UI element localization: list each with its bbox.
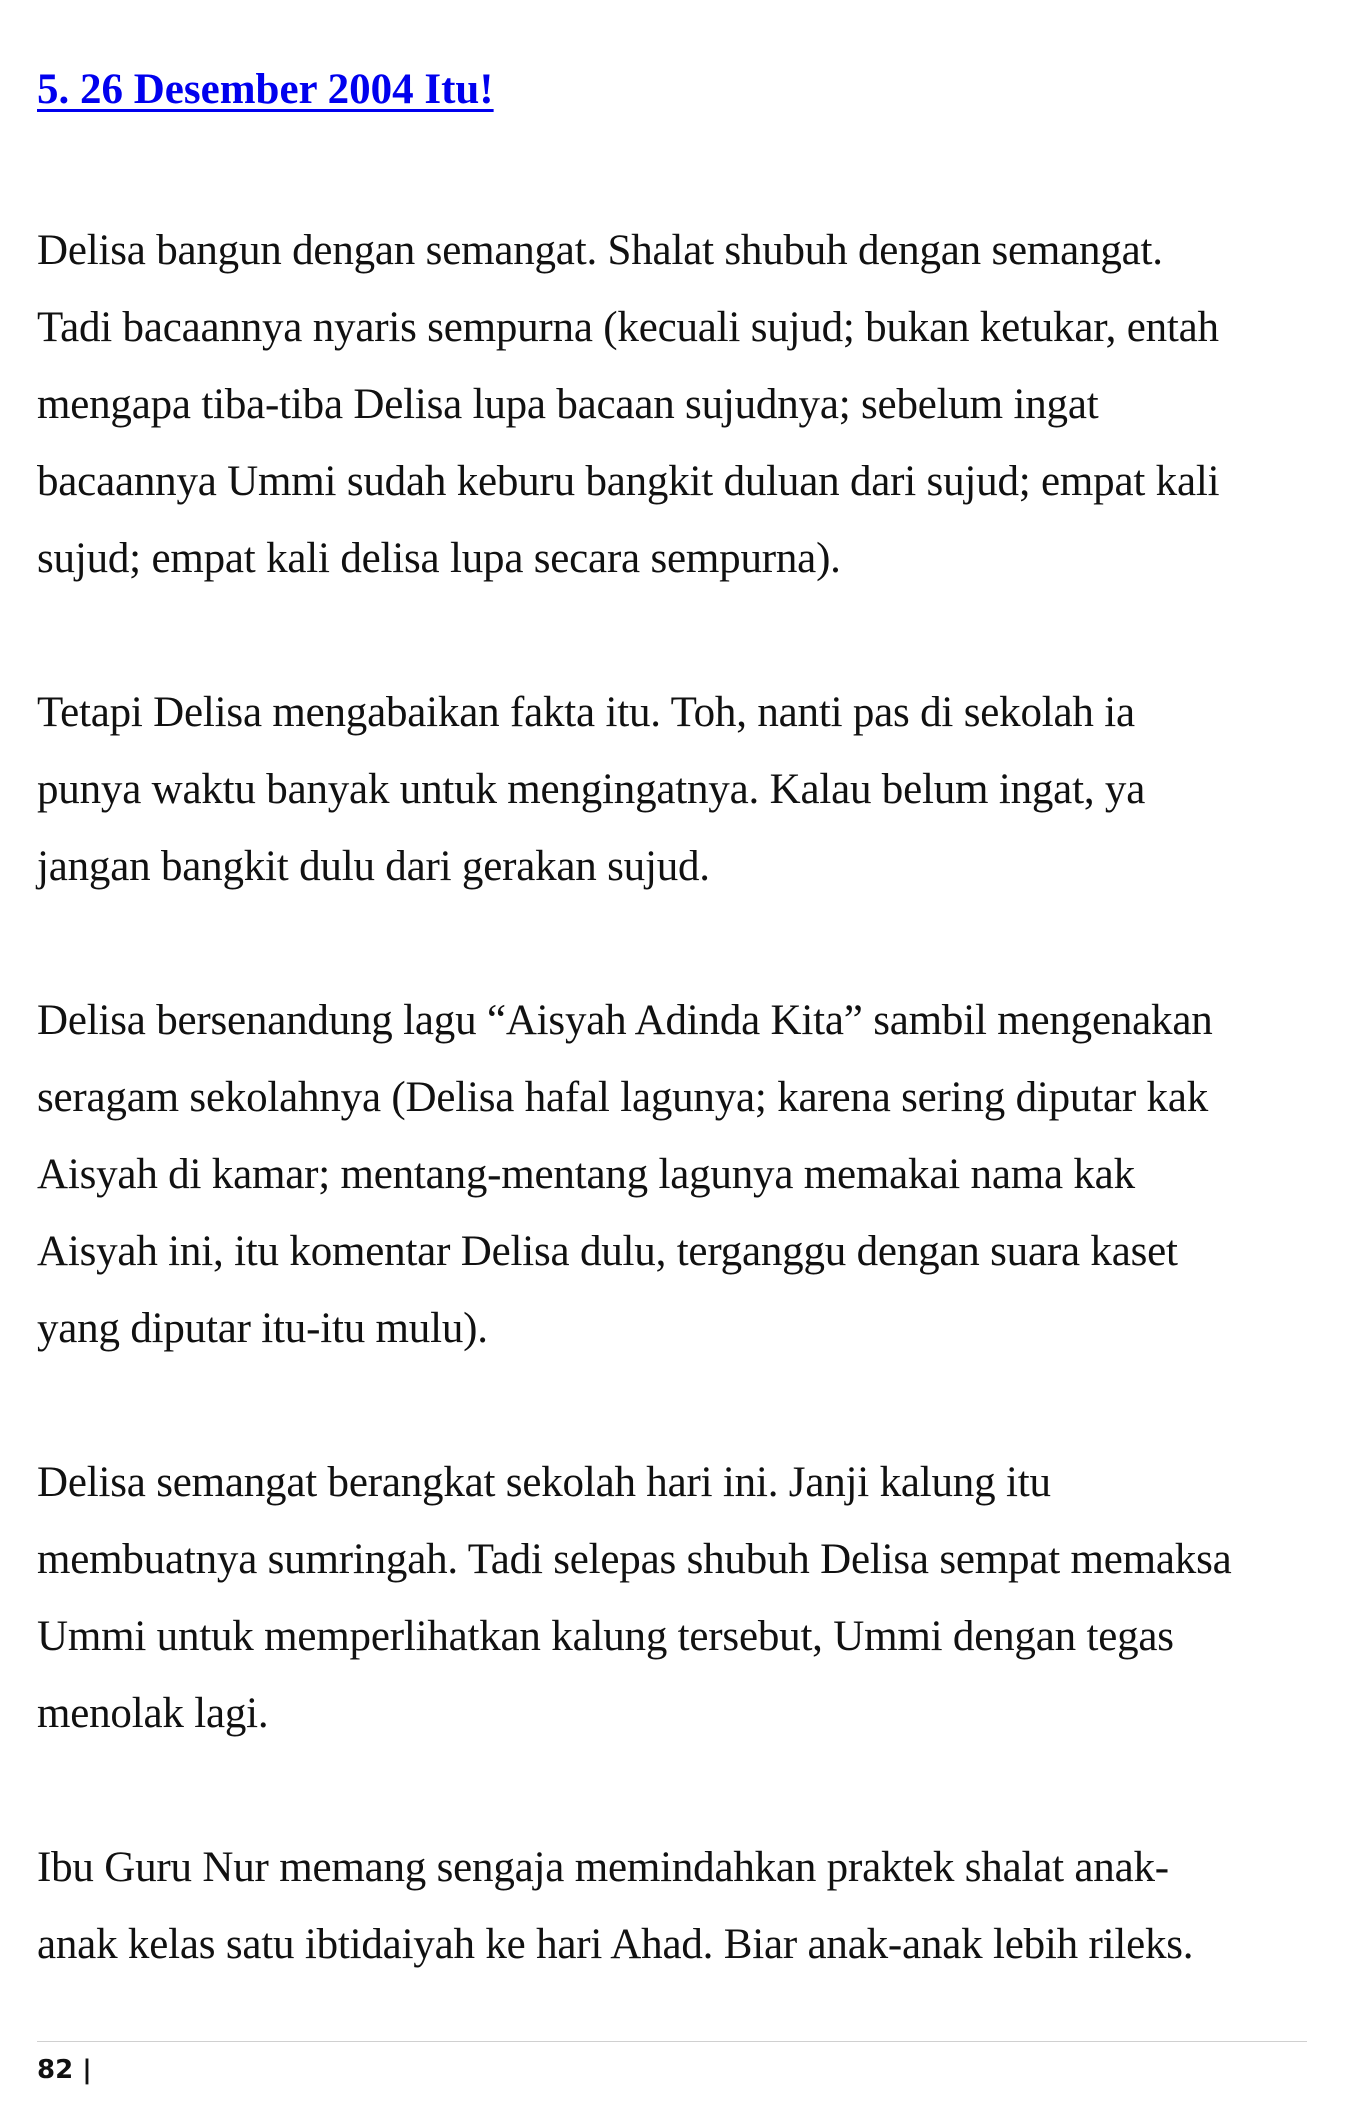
paragraph-line: membuatnya sumringah. Tadi selepas shubuh Delisa sempat memaksa [37,1536,1232,1583]
paragraph-line: Delisa semangat berangkat sekolah hari ini. Janji kalung itu [37,1459,1051,1506]
paragraph-line: mengapa tiba-tiba Delisa lupa bacaan sujudnya; sebelum ingat [37,381,1099,428]
chapter-title-link[interactable]: 5. 26 Desember 2004 Itu! [37,66,494,113]
paragraph-1 [37,212,1317,597]
paragraph-line: Aisyah ini, itu komentar Delisa dulu, terganggu dengan suara kaset [37,1228,1178,1275]
paragraph-3 [37,982,1317,1367]
paragraph-line: Ummi untuk memperlihatkan kalung tersebut, Ummi dengan tegas [37,1613,1174,1660]
footer-divider [37,2041,1307,2042]
page-number: 82 | [37,2055,92,2085]
paragraph-4 [37,1444,1317,1752]
paragraph-line: Delisa bersenandung lagu “Aisyah Adinda Kita” sambil mengenakan [37,997,1213,1044]
paragraph-line: Delisa bangun dengan semangat. Shalat shubuh dengan semangat. [37,227,1163,274]
paragraph-line: sujud; empat kali delisa lupa secara sempurna). [37,535,841,582]
document-page [37,60,1317,2060]
paragraph-line: anak kelas satu ibtidaiyah ke hari Ahad. Biar anak-anak lebih rileks. [37,1921,1194,1968]
paragraph-line: Aisyah di kamar; mentang-mentang lagunya memakai nama kak [37,1151,1135,1198]
paragraph-line: seragam sekolahnya (Delisa hafal lagunya; karena sering diputar kak [37,1074,1209,1121]
chapter-body [37,212,1317,1983]
paragraph-5 [37,1829,1317,1983]
paragraph-line: bacaannya Ummi sudah keburu bangkit duluan dari sujud; empat kali [37,458,1220,505]
paragraph-line: jangan bangkit dulu dari gerakan sujud. [37,843,710,890]
paragraph-line: yang diputar itu-itu mulu). [37,1305,488,1352]
paragraph-line: Tadi bacaannya nyaris sempurna (kecuali sujud; bukan ketukar, entah [37,304,1219,351]
paragraph-line: punya waktu banyak untuk mengingatnya. Kalau belum ingat, ya [37,766,1146,813]
paragraph-line: Ibu Guru Nur memang sengaja memindahkan praktek shalat anak- [37,1844,1169,1891]
paragraph-line: Tetapi Delisa mengabaikan fakta itu. Toh, nanti pas di sekolah ia [37,689,1135,736]
paragraph-2 [37,674,1317,905]
paragraph-line: menolak lagi. [37,1690,269,1737]
